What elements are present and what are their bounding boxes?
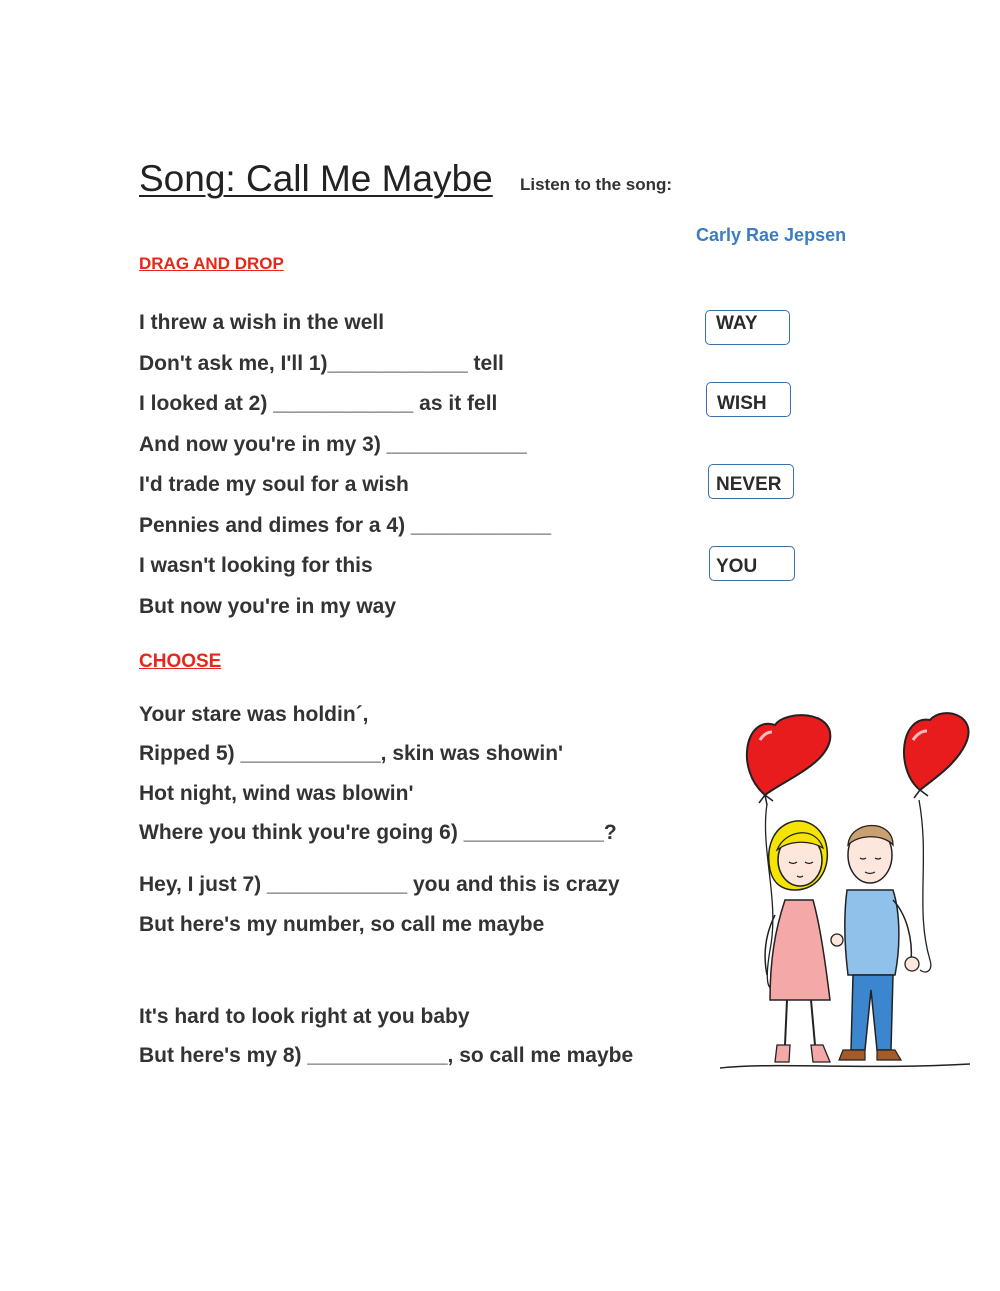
lyric-line: But here's my number, so call me maybe <box>139 913 545 936</box>
drag-drop-heading: DRAG AND DROP <box>139 254 284 273</box>
page-title: Song: Call Me Maybe <box>139 158 493 199</box>
lyric-line: But now you're in my way <box>139 595 397 618</box>
lyric-line: And now you're in my 3) ____________ <box>139 433 527 456</box>
artist-link[interactable]: Carly Rae Jepsen <box>696 225 847 245</box>
lyric-line: I looked at 2) ____________ as it fell <box>139 392 498 415</box>
girl-figure <box>765 821 830 1062</box>
lyric-line: I wasn't looking for this <box>139 554 373 577</box>
lyric-line: Hey, I just 7) ____________ you and this is crazy <box>139 873 620 896</box>
lyric-line: Where you think you're going 6) ____________? <box>139 821 617 844</box>
couple-balloons-illustration <box>715 700 977 1080</box>
lyric-line: Hot night, wind was blowin' <box>139 782 414 805</box>
lyric-line: Your stare was holdin´, <box>139 703 369 726</box>
lyric-line: But here's my 8) ____________, so call me maybe <box>139 1044 634 1067</box>
listen-label: Listen to the song: <box>520 175 673 194</box>
lyric-line: I threw a wish in the well <box>139 311 385 334</box>
boy-figure <box>839 825 919 1060</box>
word-tile-wish[interactable]: WISH <box>706 382 791 417</box>
choose-heading: CHOOSE <box>139 651 222 672</box>
word-tile-way[interactable]: WAY <box>705 310 790 345</box>
lyric-line: Don't ask me, I'll 1)____________ tell <box>139 352 504 375</box>
lyric-line: Pennies and dimes for a 4) ____________ <box>139 514 552 537</box>
heart-balloon-right-icon <box>904 713 969 972</box>
lyric-line: Ripped 5) ____________, skin was showin' <box>139 742 564 765</box>
lyric-line: I'd trade my soul for a wish <box>139 473 409 496</box>
lyric-line: It's hard to look right at you baby <box>139 1005 470 1028</box>
word-tile-you[interactable]: YOU <box>709 546 795 581</box>
word-tile-never[interactable]: NEVER <box>708 464 794 499</box>
